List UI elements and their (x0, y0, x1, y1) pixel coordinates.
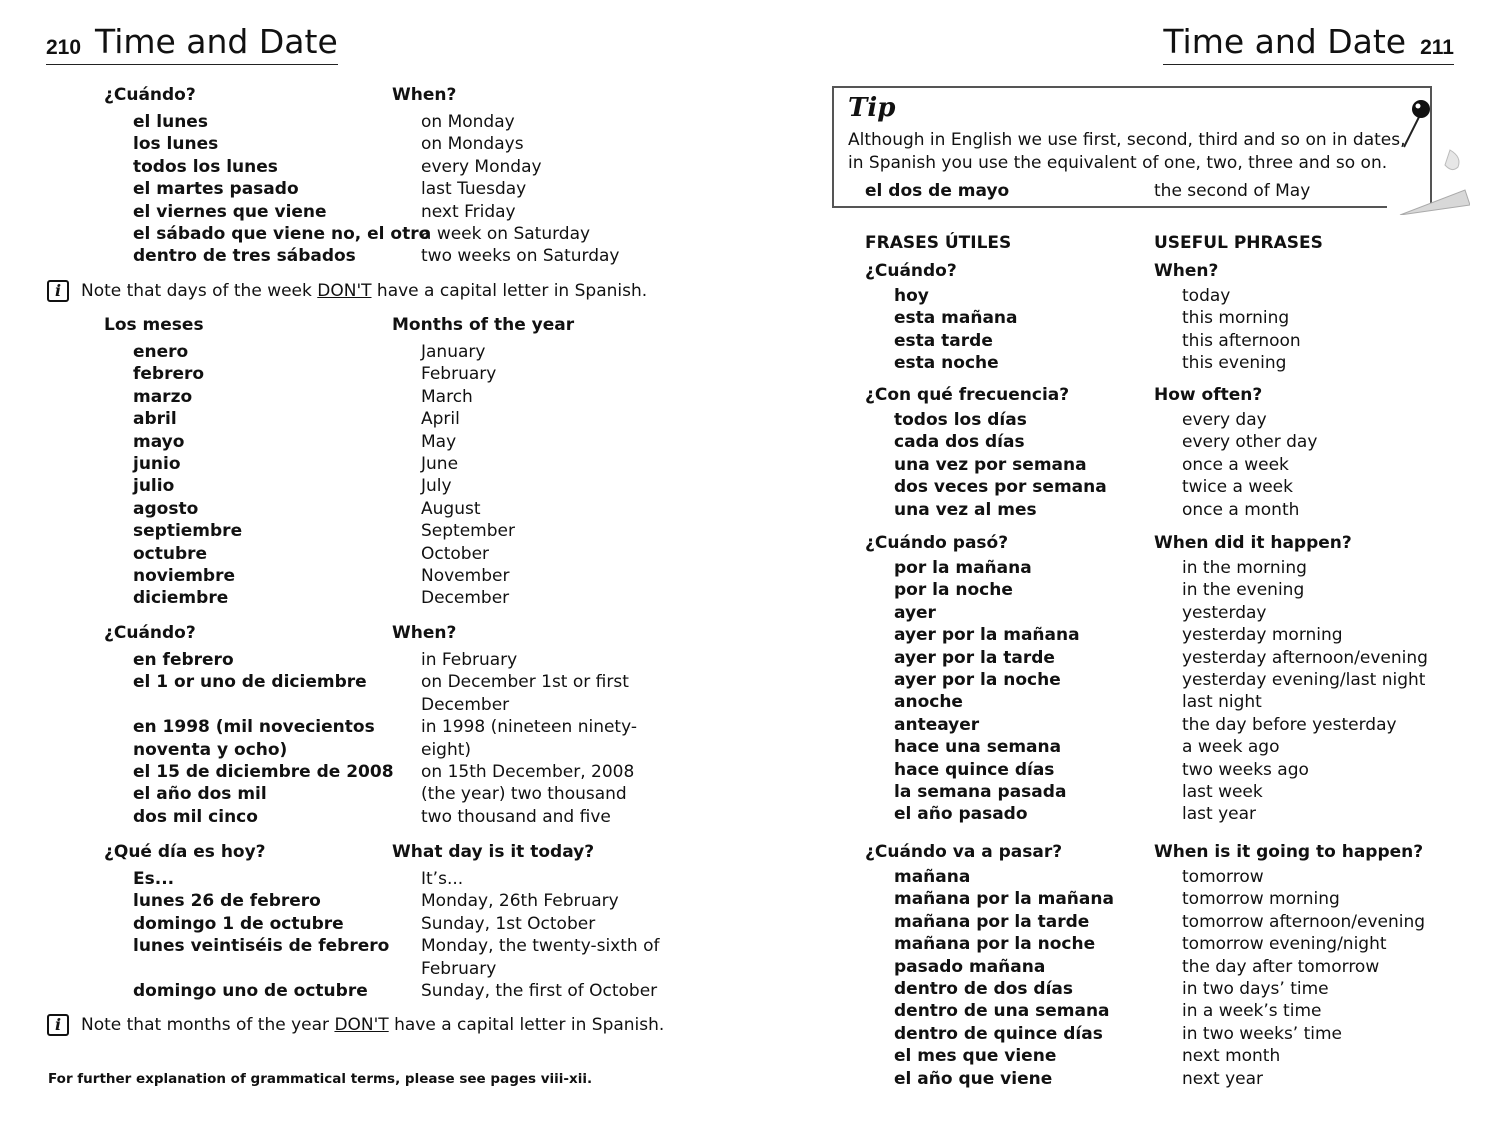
phrase-en: May (421, 431, 457, 452)
section-heading-es: ¿Cuándo? (104, 85, 196, 105)
phrase-row (750, 714, 1500, 736)
phrase-en: next Friday (421, 201, 516, 222)
phrase-es: todos los lunes (133, 156, 278, 177)
footer-note: For further explanation of grammatical terms, please see pages viii-xii. (48, 1071, 593, 1087)
phrase-en: Monday, 26th February (421, 891, 619, 912)
phrase-row (750, 647, 1500, 669)
phrase-es: lunes 26 de febrero (133, 891, 321, 912)
phrase-en: February (421, 364, 497, 385)
phrase-es: dentro de quince días (894, 1023, 1103, 1044)
phrase-es: hoy (894, 286, 929, 306)
tip-title: Tip (848, 93, 896, 123)
note-text: Note that months of the year DON'T have a capital letter in Spanish. (81, 1015, 665, 1035)
phrase-es: domingo 1 de octubre (133, 913, 344, 934)
section-heading-en: When? (1154, 261, 1219, 281)
phrase-row (0, 649, 750, 671)
phrase-es: el año pasado (894, 804, 1028, 825)
phrase-en: last week (1182, 782, 1263, 802)
page-header-right (1163, 22, 1454, 65)
phrase-es: el viernes que viene (133, 201, 327, 222)
phrase-row (750, 557, 1500, 579)
phrase-en: tomorrow morning (1182, 889, 1340, 910)
phrase-en: a week on Saturday (421, 224, 591, 244)
phrase-en: this evening (1182, 353, 1287, 374)
section-heading-en: When did it happen? (1154, 533, 1352, 553)
page-header-left (46, 22, 338, 65)
phrase-es: una vez al mes (894, 499, 1037, 520)
phrase-es: mayo (133, 431, 185, 452)
page-number: 210 (46, 36, 82, 59)
phrase-en: two weeks ago (1182, 759, 1309, 780)
section-heading-en: How often? (1154, 385, 1263, 405)
phrase-en: two weeks on Saturday (421, 246, 620, 267)
phrase-en: twice a week (1182, 477, 1293, 498)
tip-line-1: Although in English we use first, second, third and so on in dates, (848, 130, 1406, 150)
phrase-es: la semana pasada (894, 782, 1067, 802)
phrase-row (0, 111, 750, 133)
pushpin-icon (1390, 95, 1470, 215)
phrase-row (750, 691, 1500, 713)
phrase-es: ayer por la noche (894, 670, 1061, 690)
section-heading-es: ¿Cuándo? (865, 261, 957, 281)
phrase-en: on Monday (421, 112, 515, 132)
phrase-es: ayer por la tarde (894, 647, 1055, 668)
tip-example-es: el dos de mayo (865, 181, 1010, 201)
phrase-row (750, 285, 1500, 307)
right-page: Time and Date 211 Tip Although in English we use first, second, third and so on in dates, in Spanish you use the equivalent of one, two, three and so on. el dos de mayo the second of May FRASES ÚTILES USEFUL PHRASES ¿Cuándo? When? hoy today esta mañana this morning esta tarde this afternoon esta noche this evening ¿Con qué frecuencia? How often? todos los días every day cada dos días every other day una vez por semana once a week dos veces por semana twice a week una vez al mes once a month ¿Cuándo pasó? When did it happen? por la mañana in the morning por la noche in the evening ayer yesterday ayer por la mañana yesterday morning ayer por la tarde yesterday afternoon/evening ayer por la noche yesterday evening/last night anoche last night anteayer the day before yesterday hace una semana a week ago hace quince días two weeks ago la semana pasada last week el año pasado last year ¿Cuándo va a pasar? When is it going to happen? mañana tomorrow mañana por la mañana tomorrow morning mañana por la tarde tomorrow afternoon/evening mañana por la noche tomorrow evening/night pasado mañana the day after tomorrow dentro de dos días in two days’ time dentro de una semana in a week’s time dentro de quince días in two weeks’ time el mes que viene next month el año que viene next year (750, 0, 1500, 1136)
phrase-es: dos veces por semana (894, 477, 1107, 498)
phrase-en: last Tuesday (421, 179, 527, 200)
phrase-en: Monday, the twenty-sixth of February (421, 936, 660, 979)
phrase-es: febrero (133, 364, 205, 385)
section-heading-es: ¿Cuándo va a pasar? (865, 842, 1063, 862)
phrase-row (750, 624, 1500, 646)
phrase-en: in 1998 (nineteen ninety- eight) (421, 717, 637, 760)
phrase-en: January (421, 342, 486, 362)
section-heading-es: Los meses (104, 315, 204, 335)
phrase-en: yesterday evening/last night (1182, 670, 1426, 690)
tip-example (750, 180, 1500, 204)
phrase-es: mañana por la tarde (894, 911, 1090, 932)
phrase-row (0, 783, 750, 805)
phrase-row (0, 201, 750, 223)
phrase-row (750, 499, 1500, 521)
phrase-row (750, 933, 1500, 955)
phrase-es: mañana por la noche (894, 934, 1096, 955)
phrase-en: this morning (1182, 308, 1290, 329)
phrase-en: on 15th December, 2008 (421, 762, 635, 782)
phrase-en: the day after tomorrow (1182, 956, 1380, 977)
phrase-row (0, 156, 750, 178)
phrase-es: anoche (894, 692, 963, 713)
phrase-row (0, 431, 750, 453)
phrase-row (750, 454, 1500, 476)
phrase-row (0, 806, 750, 828)
phrase-es: el lunes (133, 112, 208, 132)
phrase-en: every other day (1182, 432, 1318, 453)
phrase-row (750, 431, 1500, 453)
phrase-row (0, 890, 750, 912)
phrase-es: mañana (894, 867, 971, 887)
phrase-es: los lunes (133, 134, 219, 155)
phrase-en: December (421, 588, 510, 609)
phrase-row (750, 409, 1500, 431)
phrase-es: abril (133, 409, 177, 430)
phrase-en: last year (1182, 804, 1256, 825)
phrase-es: dentro de dos días (894, 979, 1073, 999)
phrase-en: in two days’ time (1182, 979, 1329, 999)
phrase-row (0, 868, 750, 890)
section-heading-es: ¿Cuándo pasó? (865, 533, 1009, 553)
tip-box-bottom (832, 206, 1387, 208)
phrase-row (0, 386, 750, 408)
tip-example-en: the second of May (1154, 181, 1311, 201)
phrase-es: dos mil cinco (133, 806, 258, 827)
phrase-en: every day (1182, 410, 1267, 430)
phrase-row (750, 352, 1500, 374)
phrase-es: todos los días (894, 410, 1027, 430)
info-icon: i (47, 1014, 69, 1036)
phrase-row (0, 716, 750, 761)
phrase-row (0, 543, 750, 565)
phrase-es: enero (133, 342, 189, 362)
phrase-en: on Mondays (421, 134, 524, 155)
phrase-en: yesterday afternoon/evening (1182, 647, 1428, 668)
phrase-en: the day before yesterday (1182, 714, 1397, 735)
phrase-en: a week ago (1182, 737, 1280, 758)
phrase-row (0, 453, 750, 475)
phrase-en: yesterday (1182, 602, 1267, 623)
phrase-row (0, 980, 750, 1002)
phrase-es: el año que viene (894, 1068, 1053, 1089)
phrase-en: on December 1st or first December (421, 672, 629, 715)
phrase-es: Es... (133, 869, 175, 889)
phrase-row (0, 223, 750, 245)
phrase-en: It’s... (421, 869, 464, 889)
info-note-days (47, 280, 647, 302)
section-heading-es: ¿Qué día es hoy? (104, 842, 266, 862)
phrase-row (750, 579, 1500, 601)
phrase-en: tomorrow afternoon/evening (1182, 911, 1426, 932)
phrase-es: agosto (133, 498, 199, 519)
phrase-es: esta noche (894, 353, 999, 374)
phrase-row (0, 587, 750, 609)
phrase-row (0, 565, 750, 587)
phrase-en: in two weeks’ time (1182, 1023, 1343, 1044)
phrase-en: in February (421, 650, 518, 670)
phrase-es: hace quince días (894, 759, 1055, 780)
phrase-en: in a week’s time (1182, 1001, 1322, 1022)
phrase-row (750, 736, 1500, 758)
phrase-es: hace una semana (894, 737, 1062, 758)
tip-line-2: in Spanish you use the equivalent of one, two, three and so on. (848, 152, 1388, 173)
phrase-row (0, 671, 750, 716)
phrase-en: this afternoon (1182, 330, 1301, 351)
phrase-row (750, 1023, 1500, 1045)
phrase-es: dentro de una semana (894, 1001, 1110, 1022)
note-text: Note that days of the week DON'T have a capital letter in Spanish. (81, 281, 648, 301)
phrase-es: el 1 or uno de diciembre (133, 672, 367, 693)
tip-text (848, 129, 1406, 174)
phrase-en: once a week (1182, 454, 1289, 475)
phrase-es: por la noche (894, 580, 1013, 601)
phrase-es: el año dos mil (133, 784, 267, 805)
phrase-row (750, 803, 1500, 825)
phrase-es: por la mañana (894, 558, 1032, 578)
phrase-es: lunes veintiséis de febrero (133, 936, 390, 957)
phrase-en: tomorrow evening/night (1182, 934, 1387, 955)
phrase-es: una vez por semana (894, 454, 1087, 475)
section-heading-en: Months of the year (392, 315, 575, 335)
phrase-en: once a month (1182, 499, 1300, 520)
phrase-es: en 1998 (mil novecientos noventa y ocho) (133, 717, 375, 760)
phrase-es: octubre (133, 543, 208, 564)
phrase-es: julio (133, 476, 175, 497)
phrase-row (0, 245, 750, 267)
phrase-en: yesterday morning (1182, 625, 1343, 646)
phrase-row (750, 307, 1500, 329)
phrase-row (0, 363, 750, 385)
phrase-row (750, 1000, 1500, 1022)
phrase-en: April (421, 409, 460, 430)
phrase-row (0, 913, 750, 935)
phrase-row (750, 978, 1500, 1000)
info-note-months (47, 1014, 664, 1036)
phrase-es: domingo uno de octubre (133, 981, 368, 1001)
phrase-en: next month (1182, 1046, 1281, 1067)
phrase-en: tomorrow (1182, 867, 1264, 887)
phrase-row (750, 888, 1500, 910)
section-heading-en: When? (392, 623, 457, 643)
phrase-es: mañana por la mañana (894, 889, 1114, 910)
phrase-en: today (1182, 286, 1231, 306)
phrase-row (750, 956, 1500, 978)
phrase-row (750, 476, 1500, 498)
phrase-row (0, 341, 750, 363)
section-heading-en: When is it going to happen? (1154, 842, 1424, 862)
phrase-en: every Monday (421, 156, 542, 177)
phrase-es: cada dos días (894, 432, 1025, 453)
phrase-row (750, 602, 1500, 624)
phrase-en: October (421, 543, 490, 564)
section-heading-en: What day is it today? (392, 842, 595, 862)
section-heading-en: When? (392, 85, 457, 105)
phrase-es: en febrero (133, 650, 234, 670)
phrase-es: ayer por la mañana (894, 625, 1080, 646)
phrase-row (0, 520, 750, 542)
phrase-en: July (421, 476, 452, 497)
phrase-es: el 15 de diciembre de 2008 (133, 762, 394, 782)
phrase-row (750, 330, 1500, 352)
phrase-es: ayer (894, 602, 936, 623)
section-heading-es: ¿Cuándo? (104, 623, 196, 643)
phrase-es: septiembre (133, 521, 243, 542)
phrase-es: esta mañana (894, 308, 1018, 329)
phrase-row (750, 669, 1500, 691)
page-number: 211 (1420, 36, 1454, 59)
phrase-es: anteayer (894, 714, 980, 735)
phrase-es: pasado mañana (894, 956, 1046, 977)
phrase-en: August (421, 498, 481, 519)
phrase-row (0, 133, 750, 155)
phrase-row (0, 935, 750, 980)
phrase-en: November (421, 566, 510, 586)
phrase-en: September (421, 521, 515, 542)
phrase-es: dentro de tres sábados (133, 246, 356, 267)
phrase-es: el martes pasado (133, 179, 299, 200)
phrase-en: in the evening (1182, 580, 1305, 601)
phrase-en: next year (1182, 1068, 1263, 1089)
phrase-es: el sábado que viene no, el otro (133, 224, 431, 244)
phrase-en: June (421, 454, 459, 474)
phrase-es: el mes que viene (894, 1046, 1057, 1067)
phrase-en: Sunday, 1st October (421, 913, 596, 934)
phrase-row (750, 759, 1500, 781)
phrase-row (0, 475, 750, 497)
phrase-row (750, 781, 1500, 803)
phrase-es: marzo (133, 386, 193, 407)
phrase-es: junio (133, 454, 181, 474)
phrase-row (750, 1045, 1500, 1067)
phrase-es: noviembre (133, 566, 236, 586)
phrase-row (0, 178, 750, 200)
page-title: Time and Date (95, 22, 338, 61)
phrase-en: two thousand and five (421, 806, 611, 827)
phrase-row (750, 866, 1500, 888)
phrase-en: (the year) two thousand (421, 784, 627, 805)
page-title: Time and Date (1163, 22, 1407, 61)
phrase-row (750, 911, 1500, 933)
phrase-es: esta tarde (894, 330, 993, 351)
phrase-row (0, 761, 750, 783)
section-heading-es: ¿Con qué frecuencia? (865, 385, 1070, 405)
phrase-es: diciembre (133, 588, 229, 609)
phrase-en: in the morning (1182, 558, 1307, 578)
info-icon: i (47, 280, 69, 302)
phrase-en: March (421, 386, 473, 407)
phrase-row (0, 408, 750, 430)
phrase-row (750, 1068, 1500, 1090)
phrase-en: last night (1182, 692, 1262, 713)
phrase-en: Sunday, the first of October (421, 981, 658, 1001)
phrase-row (0, 498, 750, 520)
